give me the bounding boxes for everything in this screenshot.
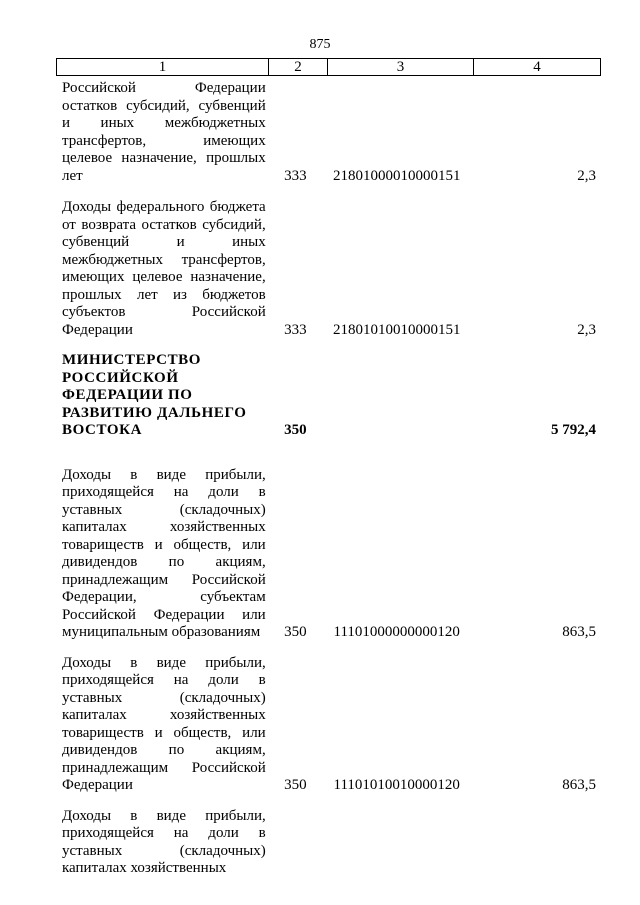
page-number: 875 <box>309 37 331 52</box>
column-header-row <box>56 58 601 76</box>
row-name: Российской Федерации остатков субсидий, субвенций и иных межбюджетных трансфертов, имеющих целевое назначение, прошлых лет <box>62 80 266 184</box>
row-code: 350 <box>284 422 307 438</box>
row-name: Доходы в виде прибыли, приходящейся на доли в уставных (складочных) капиталах хозяйственных товариществ и обществ, или дивидендов по акциям, принадлежащим Российской Федерации <box>62 654 266 793</box>
row-amount: 5 792,4 <box>551 422 596 438</box>
row-kbk: 11101010010000120 <box>333 777 460 793</box>
row-kbk: 11101000000000120 <box>333 624 460 640</box>
column-header-3: 3 <box>328 59 474 76</box>
row-code: 350 <box>284 624 307 640</box>
row-code: 350 <box>284 777 307 793</box>
table-row <box>56 199 600 339</box>
row-name: Доходы в виде прибыли, приходящейся на доли в уставных (складочных) капиталах хозяйственных товариществ и обществ, или дивидендов по акциям, принадлежащим Российской Федерации, субъектам Российской Федерации или муниципальным образованиям <box>62 466 266 640</box>
row-amount: 2,3 <box>577 321 596 338</box>
row-amount: 863,5 <box>562 777 596 793</box>
column-header-2: 2 <box>269 59 328 76</box>
table-row <box>56 467 600 642</box>
table-body <box>56 80 600 878</box>
row-name: Доходы федерального бюджета от возврата остатков субсидий, субвенций и иных межбюджетных трансфертов, имеющих целевое назначение, прошлых лет из бюджетов субъектов Российской Федерации <box>62 199 266 338</box>
row-amount: 2,3 <box>577 167 596 184</box>
table-row <box>56 352 600 440</box>
row-amount: 863,5 <box>562 624 596 640</box>
table-row <box>56 655 600 795</box>
table-row <box>56 80 600 185</box>
row-name: МИНИСТЕРСТВО РОССИЙСКОЙ ФЕДЕРАЦИИ ПО РАЗВИТИЮ ДАЛЬНЕГО ВОСТОКА <box>62 352 247 438</box>
column-header-4: 4 <box>474 59 601 76</box>
table-row <box>56 808 600 878</box>
row-kbk: 21801010010000151 <box>332 321 461 338</box>
row-code: 333 <box>284 321 307 338</box>
row-code: 333 <box>284 167 307 184</box>
row-kbk: 21801000010000151 <box>332 167 461 184</box>
column-header-1: 1 <box>57 59 269 76</box>
row-name: Доходы в виде прибыли, приходящейся на доли в уставных (складочных) капиталах хозяйственных <box>62 807 266 876</box>
